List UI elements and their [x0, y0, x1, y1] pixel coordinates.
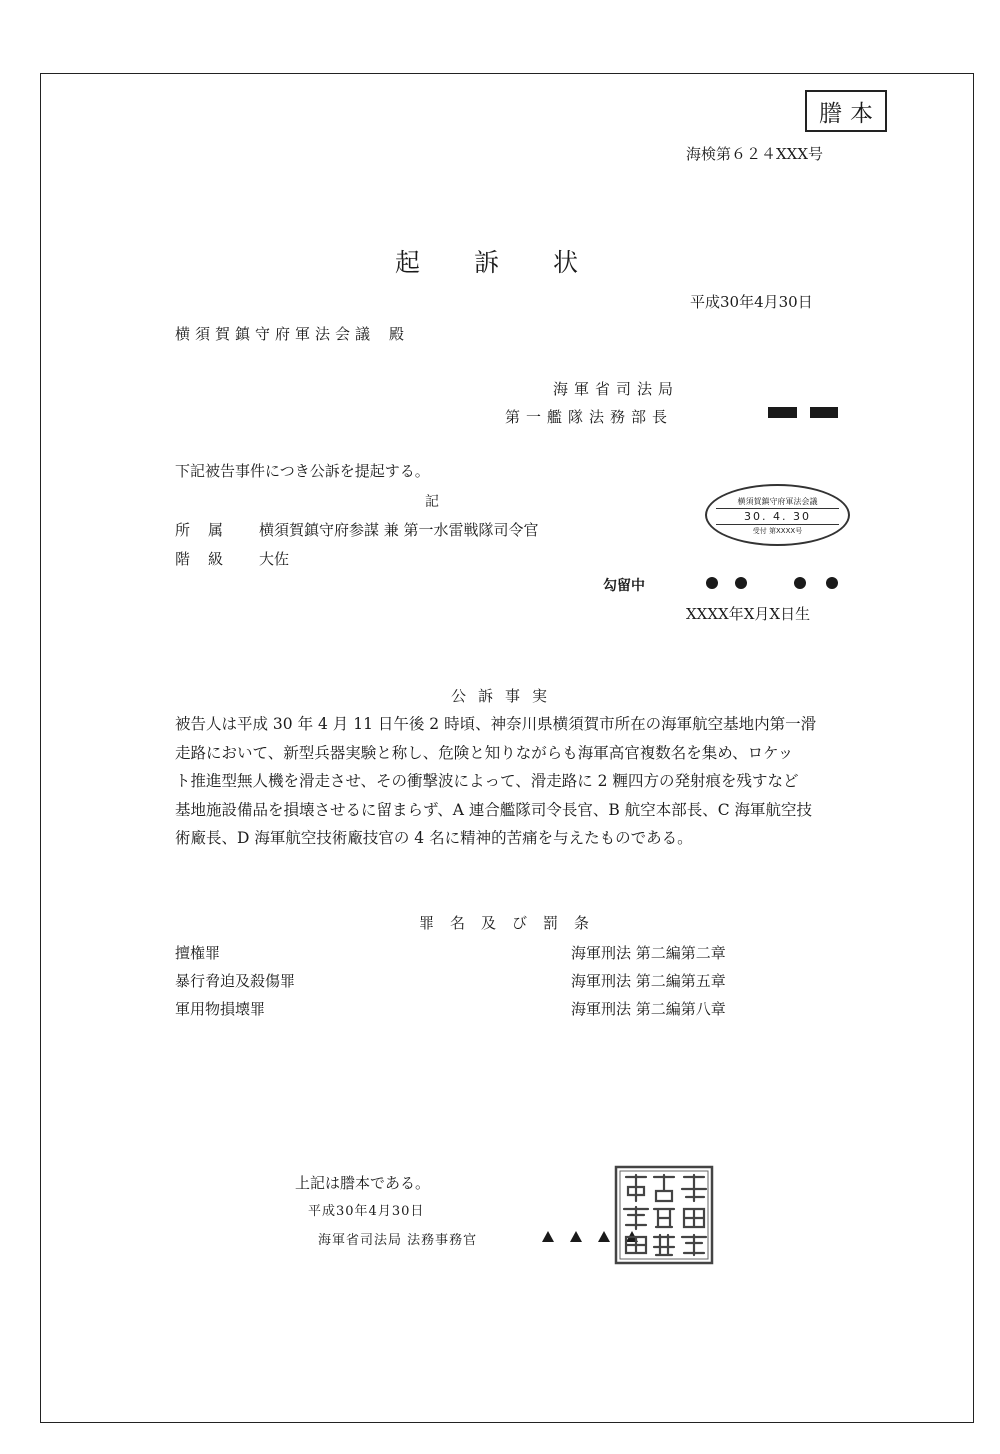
redacted-name-block: [810, 407, 838, 418]
ki-heading: 記: [425, 494, 439, 510]
certification-statement: 上記は謄本である。: [295, 1174, 431, 1192]
certification-date: 平成30年4月30日: [308, 1204, 425, 1219]
facts-heading: 公訴事実: [451, 687, 560, 705]
issuer-office: 海軍省司法局: [553, 380, 680, 398]
crime-law: 海軍刑法 第二編第二章: [571, 944, 726, 962]
certification-official: 海軍省司法局 法務事務官: [318, 1233, 478, 1248]
redacted-name-triangle: [570, 1231, 582, 1242]
crime-name: 擅権罪: [175, 944, 221, 962]
affiliation-label: 所属: [175, 521, 242, 539]
crime-law: 海軍刑法 第二編第八章: [571, 1000, 726, 1018]
stamp-divider: [716, 524, 839, 525]
stamp-divider: [716, 508, 839, 509]
redacted-name-dot: [706, 577, 718, 589]
facts-line: ト推進型無人機を滑走させ、その衝撃波によって、滑走路に 2 糎四方の発射痕を残すなど: [175, 772, 799, 790]
detention-status: 勾留中: [603, 578, 645, 594]
facts-line: 基地施設備品を損壊させるに留まらず、A 連合艦隊司令長官、B 航空本部長、C 海軍航空技: [175, 800, 812, 819]
addressee-honorific: 殿: [389, 325, 410, 343]
rank-label: 階級: [175, 550, 242, 568]
facts-body: [175, 710, 855, 853]
redacted-name-block: [768, 407, 797, 418]
crime-name: 軍用物損壊罪: [175, 1000, 266, 1018]
rank-value: 大佐: [259, 550, 290, 568]
copy-mark-box: [805, 90, 887, 132]
receipt-stamp-court: 横須賀鎮守府軍法会議: [737, 497, 818, 506]
crimes-heading: 罪名及び罰条: [419, 914, 606, 932]
receipt-stamp: [705, 484, 850, 546]
redacted-name-dot: [826, 577, 838, 589]
issuer-position: 第一艦隊法務部長: [505, 408, 674, 426]
affiliation-value: 横須賀鎮守府参謀 兼 第一水雷戦隊司令官: [259, 521, 539, 539]
receipt-stamp-number: 受付 第XXXX号: [752, 527, 803, 535]
redacted-name-triangle: [598, 1231, 610, 1242]
receipt-stamp-date: 30. 4. 30: [744, 510, 811, 523]
official-seal: [614, 1165, 714, 1265]
document-title: 起訴状: [395, 248, 633, 277]
document-date: 平成30年4月30日: [690, 293, 813, 311]
redacted-name-dot: [794, 577, 806, 589]
crime-name: 暴行脅迫及殺傷罪: [175, 972, 296, 990]
document-number: 海検第６２４XXX号: [686, 145, 824, 163]
redacted-name-dot: [735, 577, 747, 589]
copy-mark: 謄本: [819, 100, 881, 127]
facts-line: 被告人は平成 30 年 4 月 11 日午後 2 時頃、神奈川県横須賀市所在の海軍航空基地内第一滑: [175, 715, 817, 733]
facts-line: 術廠長、D 海軍航空技術廠技官の 4 名に精神的苦痛を与えたものである。: [175, 829, 693, 847]
birth-date: XXXX年X月X日生: [686, 605, 811, 623]
addressee: [175, 323, 409, 344]
facts-line: 走路において、新型兵器実験と称し、危険と知りながらも海軍高官複数名を集め、ロケッ: [175, 743, 794, 762]
redacted-name-triangle: [542, 1231, 554, 1242]
intro-statement: 下記被告事件につき公訴を提起する。: [175, 462, 430, 480]
addressee-name: 横須賀鎮守府軍法会議: [175, 325, 376, 343]
crime-law: 海軍刑法 第二編第五章: [571, 972, 726, 990]
